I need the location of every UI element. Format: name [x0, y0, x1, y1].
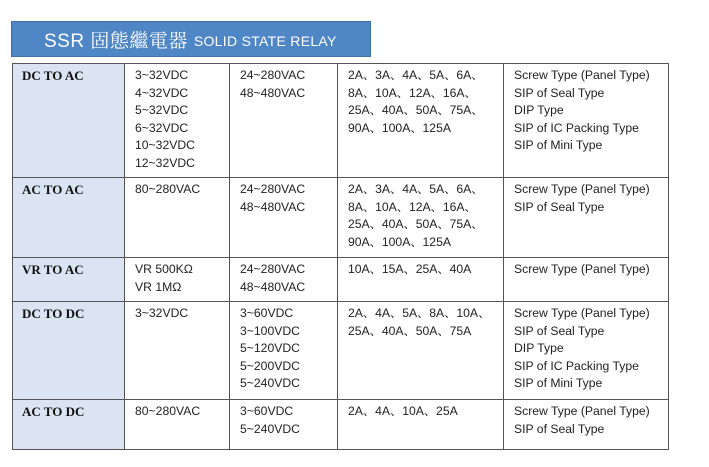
- current-line: 2A、3A、4A、5A、6A、: [348, 182, 484, 196]
- relay-type-cell: VR TO AC: [13, 258, 125, 302]
- package-line: Screw Type (Panel Type): [514, 262, 650, 276]
- package-line: SIP of Seal Type: [514, 85, 605, 100]
- output-line: 5~200VDC: [240, 358, 300, 373]
- current-rating-cell: [338, 400, 504, 450]
- current-line: 2A、3A、4A、5A、6A、: [348, 68, 484, 82]
- current-rating-cell: [338, 64, 504, 178]
- title-main: SSR 固態繼電器: [44, 30, 188, 52]
- relay-type-cell: DC TO AC: [13, 64, 125, 178]
- package-type-cell: [504, 178, 669, 258]
- package-type-cell: [504, 400, 669, 450]
- input-line: 10~32VDC: [135, 138, 195, 153]
- package-type-cell: [504, 64, 669, 178]
- package-line: SIP of Seal Type: [514, 199, 605, 214]
- package-line: SIP of IC Packing Type: [514, 120, 639, 135]
- package-line: Screw Type (Panel Type): [514, 306, 650, 320]
- output-voltage-cell: [230, 400, 338, 450]
- output-line: 3~60VDC: [240, 306, 294, 320]
- package-line: Screw Type (Panel Type): [514, 404, 650, 418]
- output-line: 48~480VAC: [240, 85, 306, 100]
- package-line: SIP of Seal Type: [514, 323, 605, 338]
- current-line: 2A、4A、5A、8A、10A、: [348, 306, 491, 320]
- current-rating-cell: [338, 258, 504, 302]
- package-line: SIP of IC Packing Type: [514, 358, 639, 373]
- output-voltage-cell: [230, 178, 338, 258]
- current-line: 8A、10A、12A、16A、: [348, 199, 477, 214]
- package-line: DIP Type: [514, 103, 564, 118]
- input-voltage-cell: [125, 302, 230, 400]
- current-line: 25A、40A、50A、75A、: [348, 103, 484, 118]
- output-line: 3~100VDC: [240, 323, 300, 338]
- relay-type-cell: AC TO DC: [13, 400, 125, 450]
- output-line: 3~60VDC: [240, 404, 294, 418]
- package-line: Screw Type (Panel Type): [514, 182, 650, 196]
- relay-type-cell: AC TO AC: [13, 178, 125, 258]
- title-banner: [11, 21, 371, 57]
- current-line: 90A、100A、125A: [348, 234, 451, 249]
- current-line: 25A、40A、50A、75A: [348, 323, 472, 338]
- package-type-cell: [504, 258, 669, 302]
- table-row: [13, 302, 669, 400]
- output-line: 24~280VAC: [240, 182, 306, 196]
- output-line: 5~120VDC: [240, 341, 300, 356]
- current-rating-cell: [338, 302, 504, 400]
- output-voltage-cell: [230, 64, 338, 178]
- input-line: 4~32VDC: [135, 85, 189, 100]
- current-line: 8A、10A、12A、16A、: [348, 85, 477, 100]
- input-line: 80~280VAC: [135, 182, 201, 196]
- table-row: [13, 178, 669, 258]
- table-row: [13, 400, 669, 450]
- package-type-cell: [504, 302, 669, 400]
- package-line: DIP Type: [514, 341, 564, 356]
- output-line: 24~280VAC: [240, 68, 306, 82]
- relay-spec-table: [12, 63, 669, 450]
- relay-type-cell: DC TO DC: [13, 302, 125, 400]
- output-line: 5~240VDC: [240, 376, 300, 391]
- input-voltage-cell: [125, 64, 230, 178]
- output-line: 5~240VDC: [240, 421, 300, 436]
- input-voltage-cell: [125, 178, 230, 258]
- package-line: Screw Type (Panel Type): [514, 68, 650, 82]
- input-line: VR 1MΩ: [135, 279, 182, 294]
- package-line: SIP of Seal Type: [514, 421, 605, 436]
- output-line: 48~480VAC: [240, 279, 306, 294]
- input-voltage-cell: [125, 258, 230, 302]
- output-voltage-cell: [230, 302, 338, 400]
- output-line: 24~280VAC: [240, 262, 306, 276]
- package-line: SIP of Mini Type: [514, 376, 603, 391]
- current-line: 2A、4A、10A、25A: [348, 404, 458, 418]
- relay-spec-body: [13, 64, 669, 450]
- title-sub: SOLID STATE RELAY: [193, 32, 337, 49]
- output-voltage-cell: [230, 258, 338, 302]
- input-line: 12~32VDC: [135, 155, 195, 170]
- input-line: VR 500KΩ: [135, 262, 193, 276]
- current-line: 25A、40A、50A、75A、: [348, 217, 484, 232]
- current-line: 90A、100A、125A: [348, 120, 451, 135]
- output-line: 48~480VAC: [240, 199, 306, 214]
- input-line: 80~280VAC: [135, 404, 201, 418]
- current-rating-cell: [338, 178, 504, 258]
- input-line: 5~32VDC: [135, 103, 189, 118]
- input-line: 3~32VDC: [135, 68, 189, 82]
- input-voltage-cell: [125, 400, 230, 450]
- input-line: 6~32VDC: [135, 120, 189, 135]
- package-line: SIP of Mini Type: [514, 138, 603, 153]
- current-line: 10A、15A、25A、40A: [348, 262, 472, 276]
- table-row: [13, 64, 669, 178]
- input-line: 3~32VDC: [135, 306, 189, 320]
- table-row: [13, 258, 669, 302]
